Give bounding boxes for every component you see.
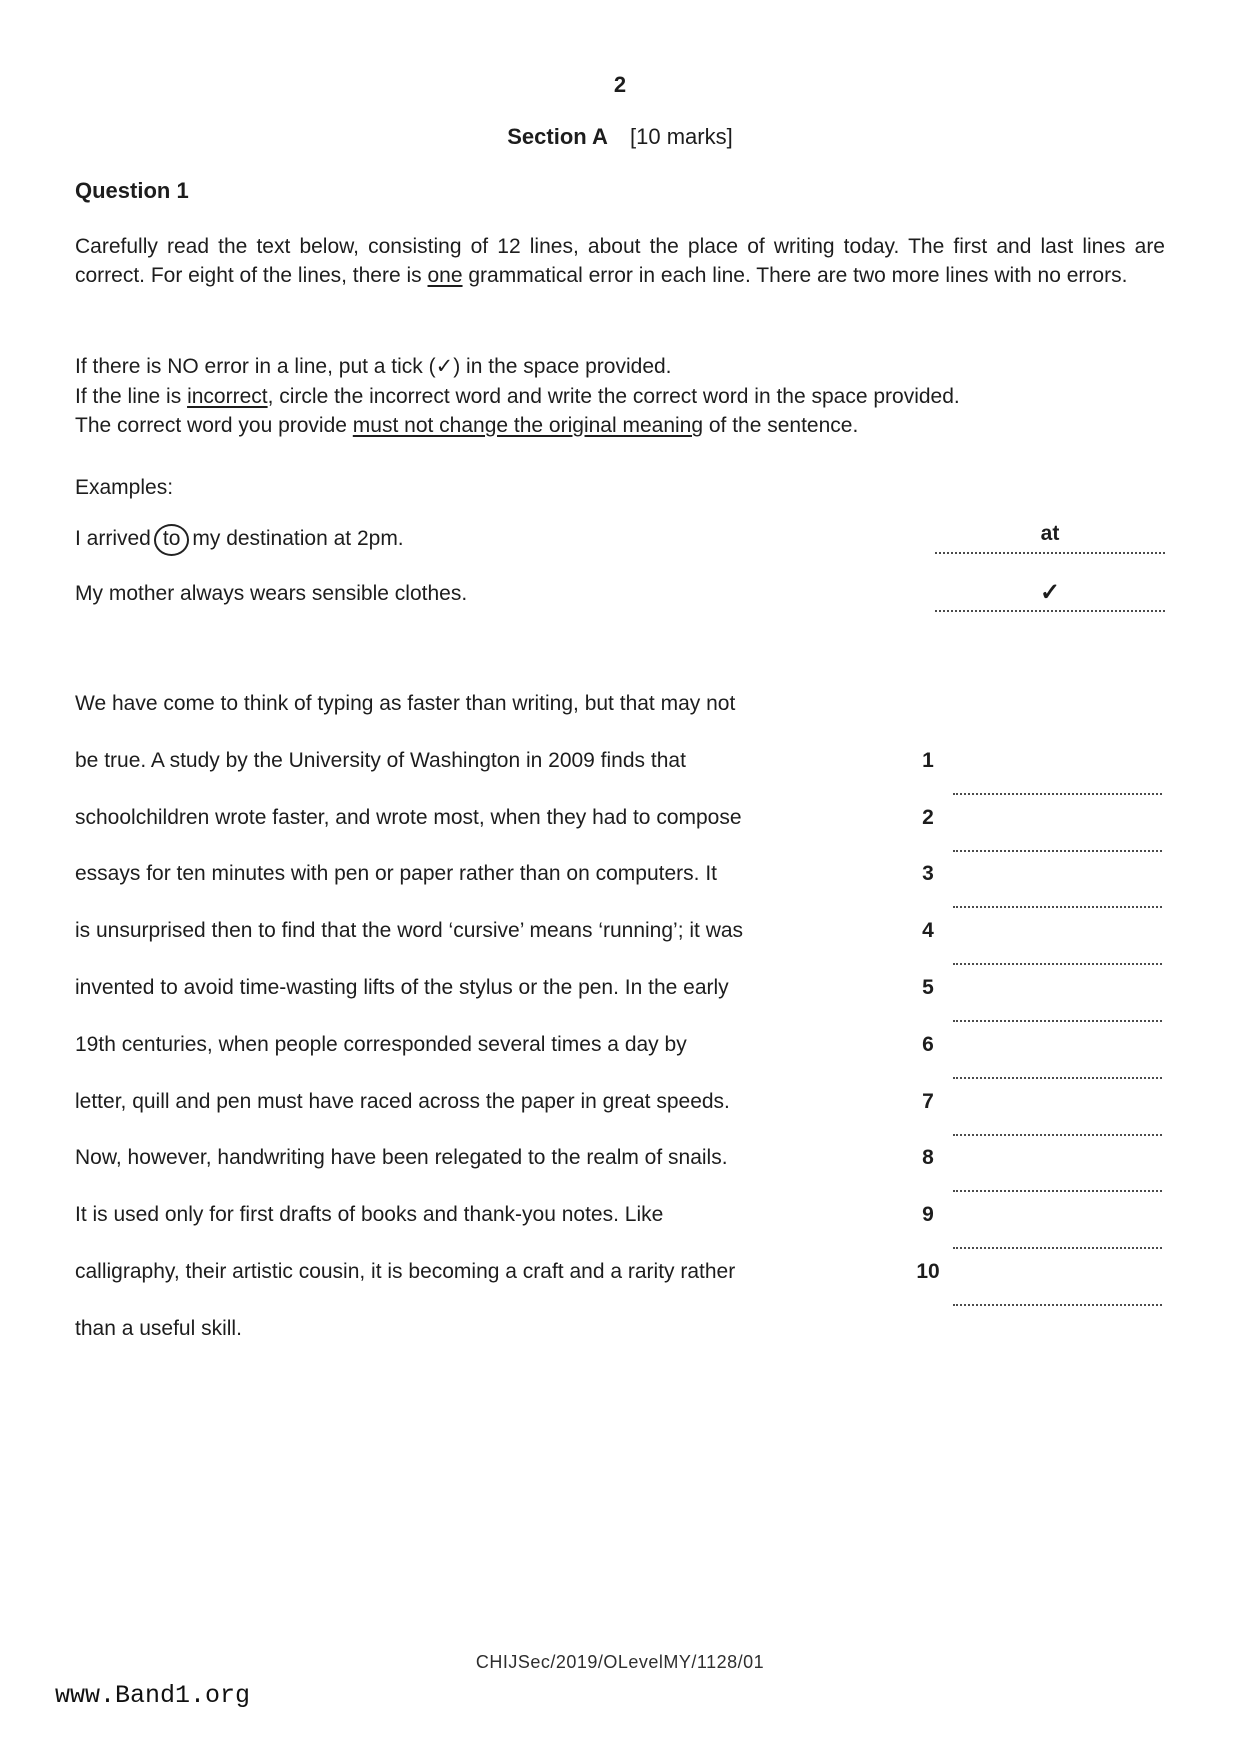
page-number: 2	[613, 72, 627, 97]
intro-part2: grammatical error in each line. There are two more lines with no errors.	[462, 264, 1128, 287]
passage-line-text: 19th centuries, when people corresponded several times a day by	[75, 1032, 687, 1056]
section-title: Section A	[507, 124, 608, 149]
passage-line-text: is unsurprised then to find that the word ‘cursive’ means ‘running’; it was	[75, 919, 744, 943]
example-sentence-1: I arrived to my destination at 2pm.	[75, 527, 404, 551]
circled-word: to	[154, 524, 190, 556]
answer-blank-6[interactable]	[953, 1061, 1162, 1079]
intro-underlined-word: one	[427, 264, 463, 287]
question-title: Question 1	[75, 178, 189, 203]
passage-row	[75, 1090, 1165, 1147]
passage-line-text: schoolchildren wrote faster, and wrote most, when they had to compose	[75, 805, 742, 829]
passage-line-text: It is used only for first drafts of books and thank-you notes. Like	[75, 1203, 664, 1227]
passage-row	[75, 1260, 1165, 1317]
answer-blank-4[interactable]	[953, 947, 1162, 965]
instructions-block	[75, 352, 1165, 441]
passage-line-text: calligraphy, their artistic cousin, it is becoming a craft and a rarity rather	[75, 1259, 736, 1283]
line-number-5: 5	[922, 975, 934, 999]
passage-row	[75, 862, 1165, 919]
passage-row	[75, 806, 1165, 863]
answer-blank-5[interactable]	[953, 1004, 1162, 1022]
line-number-10: 10	[916, 1259, 940, 1283]
passage-row	[75, 1033, 1165, 1090]
line-number-7: 7	[922, 1089, 934, 1113]
instruction-underlined-meaning: must not change the original meaning	[352, 414, 704, 437]
line-number-1: 1	[922, 748, 934, 772]
page-content	[75, 0, 1165, 1754]
example-answer-1: at	[935, 522, 1165, 554]
answer-blank-2[interactable]	[953, 834, 1162, 852]
passage-line-text: invented to avoid time-wasting lifts of the stylus or the pen. In the early	[75, 975, 729, 999]
example-answer-2-tick: ✓	[935, 578, 1165, 612]
passage-row	[75, 1203, 1165, 1260]
passage-row	[75, 692, 1165, 749]
passage-row	[75, 919, 1165, 976]
example-sentence-2: My mother always wears sensible clothes.	[75, 582, 468, 605]
instruction-line-2: If the line is incorrect, circle the incorrect word and write the correct word in the space provided.	[75, 384, 960, 408]
instruction-line-3: The correct word you provide must not change the original meaning of the sentence.	[75, 414, 859, 437]
passage-line-text: letter, quill and pen must have raced across the paper in great speeds.	[75, 1089, 730, 1113]
answer-blank-3[interactable]	[953, 890, 1162, 908]
passage-line-text: than a useful skill.	[75, 1316, 242, 1340]
answer-blank-1[interactable]	[953, 777, 1162, 795]
examples-label: Examples:	[75, 476, 174, 499]
watermark-url: www.Band1.org	[55, 1681, 251, 1710]
instruction-line-1: If there is NO error in a line, put a tick (✓) in the space provided.	[75, 355, 672, 378]
passage-line-text: essays for ten minutes with pen or paper rather than on computers. It	[75, 862, 717, 886]
intro-paragraph	[75, 232, 1165, 290]
footer-reference: CHIJSec/2019/OLevelMY/1128/01	[475, 1652, 765, 1672]
passage-row	[75, 749, 1165, 806]
line-number-8: 8	[922, 1146, 934, 1170]
answer-blank-9[interactable]	[953, 1231, 1162, 1249]
passage-row	[75, 1146, 1165, 1203]
answer-blank-8[interactable]	[953, 1174, 1162, 1192]
line-number-9: 9	[922, 1203, 934, 1227]
section-marks: [10 marks]	[630, 124, 733, 149]
passage-row	[75, 1317, 1165, 1374]
answer-blank-7[interactable]	[953, 1118, 1162, 1136]
section-heading	[75, 124, 1165, 150]
passage-block	[75, 692, 1165, 1374]
line-number-2: 2	[922, 805, 934, 829]
passage-row	[75, 976, 1165, 1033]
line-number-4: 4	[922, 919, 934, 943]
line-number-3: 3	[922, 862, 934, 886]
instruction-underlined-incorrect: incorrect	[187, 384, 268, 408]
passage-line-text: Now, however, handwriting have been relegated to the realm of snails.	[75, 1146, 728, 1170]
passage-line-text: We have come to think of typing as faster than writing, but that may not	[75, 692, 736, 715]
answer-blank-10[interactable]	[953, 1288, 1162, 1306]
passage-line-text: be true. A study by the University of Washington in 2009 finds that	[75, 748, 686, 772]
intro-part1: Carefully read the text below, consisting of 12 lines, about the place of writing today. The first and last lines are correct. For eight of the lines, there is	[75, 235, 1165, 287]
line-number-6: 6	[922, 1032, 934, 1056]
